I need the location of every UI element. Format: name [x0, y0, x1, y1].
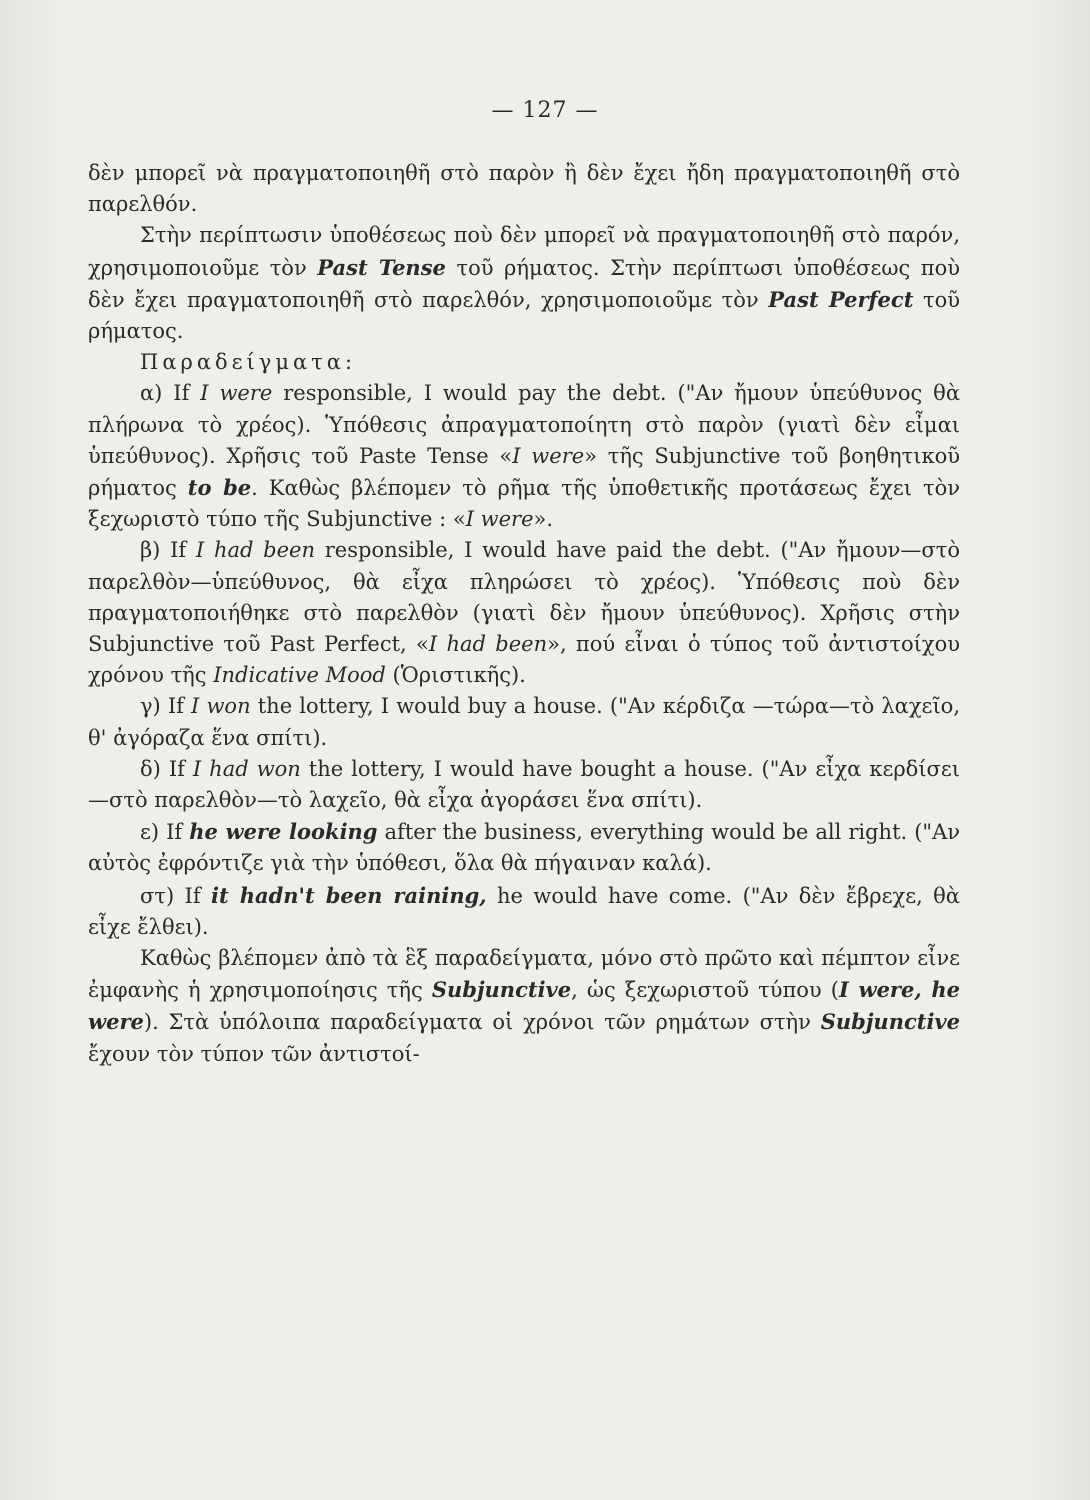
page-number: — 127 —: [491, 98, 599, 123]
paragraph-rule: Στὴν περίπτωσιν ὑποθέσεως ποὺ δὲν μπορεῖ νὰ πραγματοποιηθῆ στὸ παρόν, χρησιμοποιοῦμε τὸν Past Tense τοῦ ρήματος. Στὴν περίπτωσι ὑποθέσεως ποὺ δὲν ἔχει πραγματοποιηθῆ στὸ παρελθόν, χρησιμοποιοῦμε τὸν Past Perfect τοῦ ρήματος.: [88, 223, 961, 344]
body-text: [88, 158, 960, 1070]
example-e: ε) If he were looking after the business, everything would be all right. ("Αν αὐτὸς ἐφρόντιζε γιὰ τὴν ὑπόθεσι, ὅλα θὰ πήγαιναν καλά).: [88, 819, 960, 876]
example-a: α) If I were responsible, I would pay the debt. ("Αν ἤμουν ὑπεύθυνος θὰ πλήρωνα τὸ χρέος). Ὑπόθεσις ἀπραγματοποίητη στὸ παρὸν (γιατὶ δὲν εἶμαι ὑπεύθυνος). Χρῆσις τοῦ Paste Tense «I were» τῆς Subjunctive τοῦ βοηθητικοῦ ρήματος to be. Καθὼς βλέπομεν τὸ ρῆμα τῆς ὑποθετικῆς προτάσεως ἔχει τὸν ξεχωριστὸ τύπο τῆς Subjunctive : «I were».: [88, 381, 960, 532]
examples-heading: Παραδείγματα:: [140, 350, 357, 375]
example-d: δ) If I had won the lottery, I would have bought a house. ("Αν εἶχα κερδίσει—στὸ παρελθὸν—τὸ λαχεῖο, θὰ εἶχα ἀγοράσει ἕνα σπίτι).: [88, 756, 961, 813]
example-st: στ) If it hadn't been raining, he would have come. ("Αν δὲν ἔβρεχε, θὰ εἶχε ἔλθει).: [88, 882, 960, 939]
example-c: γ) If I won the lottery, I would buy a house. ("Αν κέρδιζα —τώρα—τὸ λαχεῖο, θ' ἀγόραζα ἕνα σπίτι).: [88, 694, 960, 750]
paragraph-conclusion: Καθὼς βλέπομεν ἀπὸ τὰ ἓξ παραδείγματα, μόνο στὸ πρῶτο καὶ πέμπτον εἶνε ἐμφανὴς ἡ χρησιμοποίησις τῆς Subjunctive, ὡς ξεχωριστοῦ τύπου (I were, he were). Στὰ ὑπόλοιπα παραδείγματα οἱ χρόνοι τῶν ρημάτων στὴν Subjunctive ἔχουν τὸν τύπον τῶν ἀντιστοί-: [88, 946, 960, 1066]
example-b: β) If I had been responsible, I would have paid the debt. ("Αν ἤμουν—στὸ παρελθὸν—ὑπεύθυνος, θὰ εἶχα πληρώσει τὸ χρέος). Ὑπόθεσις ποὺ δὲν πραγματοποιήθηκε στὸ παρελθὸν (γιατὶ δὲν ἤμουν ὑπεύθυνος). Χρῆσις στὴν Subjunctive τοῦ Past Perfect, «I had been», πού εἶναι ὁ τύπος τοῦ ἀντιστοίχου χρόνου τῆς Indicative Mood (Ὁριστικῆς).: [88, 538, 960, 688]
paragraph-continuation: δὲν μπορεῖ νὰ πραγματοποιηθῆ στὸ παρὸν ἢ δὲν ἔχει ἤδη πραγματοποιηθῆ στὸ παρελθόν.: [88, 161, 960, 217]
